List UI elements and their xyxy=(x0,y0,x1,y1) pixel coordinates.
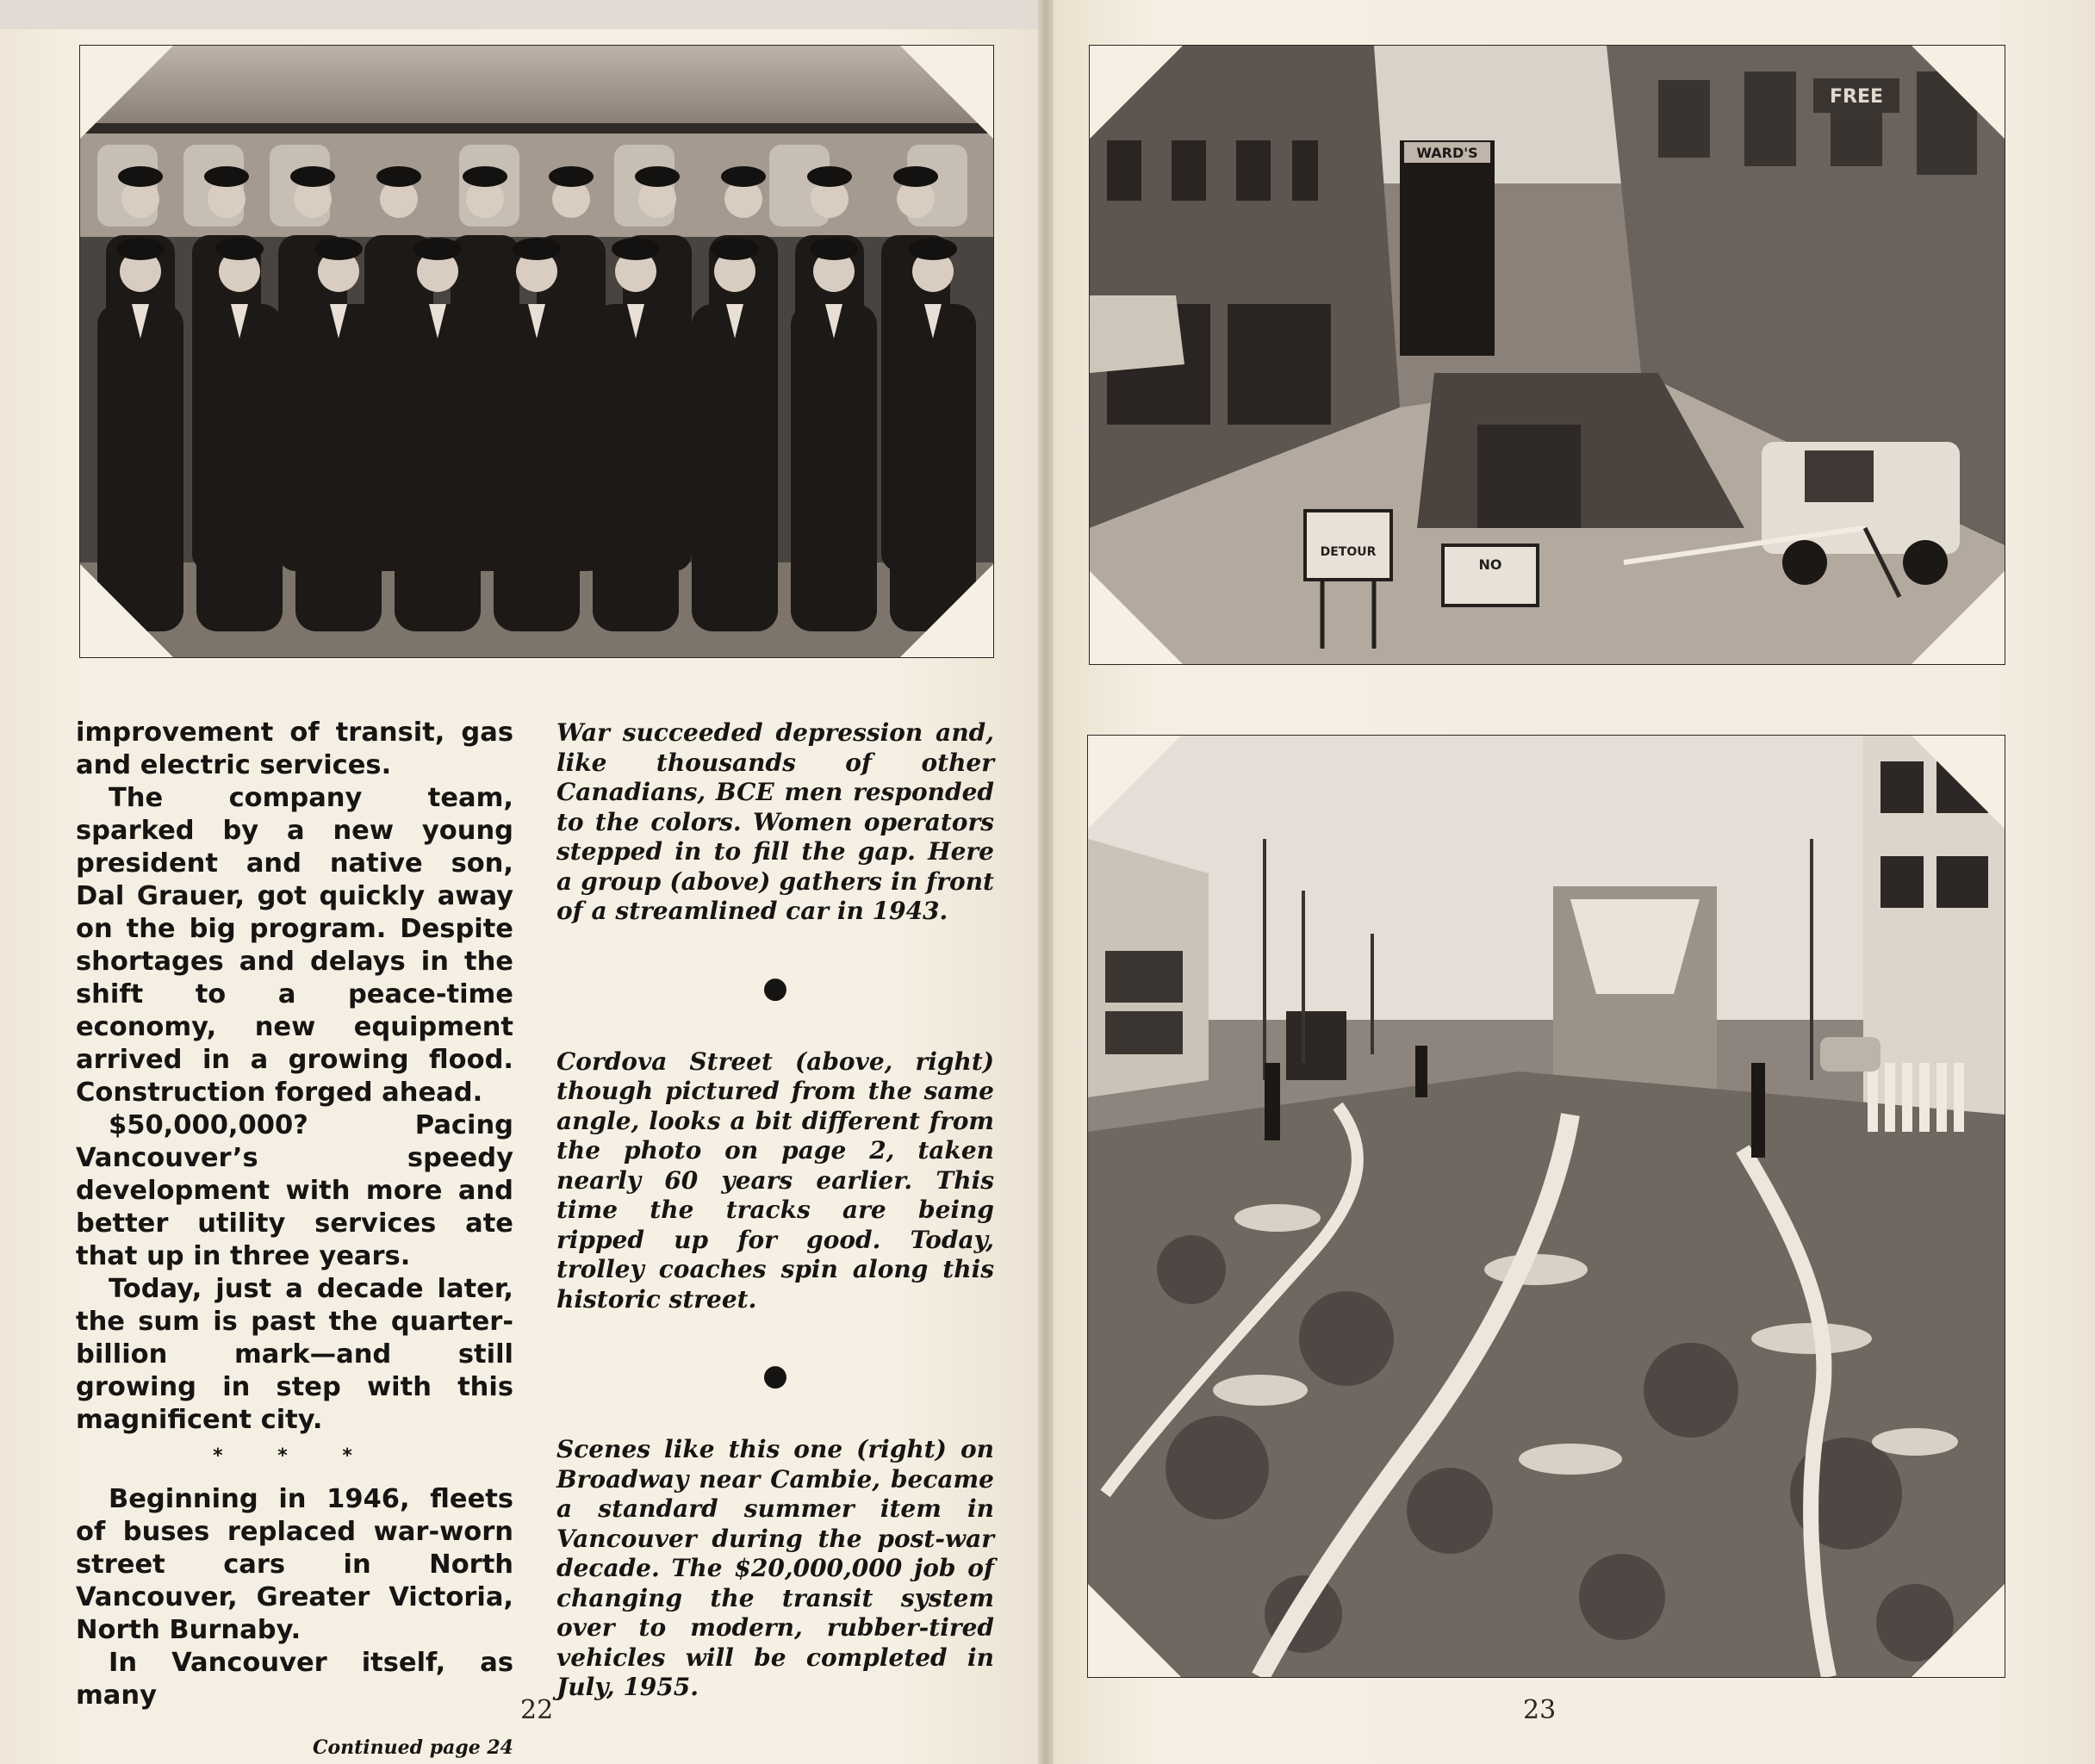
cordova-street-photo xyxy=(1089,45,2005,665)
section-break-stars: * * * xyxy=(213,1445,376,1467)
free-sign: FREE xyxy=(1829,86,1884,108)
right-page xyxy=(1046,0,2095,1764)
caption-bullet-2: ● xyxy=(762,1358,788,1393)
book-gutter xyxy=(1038,0,1054,1764)
body-text-column xyxy=(76,717,513,1764)
page-number-right: 23 xyxy=(1523,1695,1557,1725)
no-sign: NO xyxy=(1478,556,1502,573)
continued-note: Continued page 24 xyxy=(312,1736,513,1759)
body-paragraph-2: The company team, sparked by a new young president and native son, Dal Grauer, got quickly away on the big program. Despite shortages and delays in the shift to a peace-time economy, new equipment arrived in a growing flood. Construction forged ahead. xyxy=(76,783,513,1108)
broadway-track-removal-image xyxy=(1088,736,2005,1677)
scan-edge xyxy=(0,0,1046,29)
women-operators-image xyxy=(80,46,993,657)
caption-broadway-cambie: Scenes like this one (right) on Broadway near Cambie, became a standard summer item in Vancouver during the post-war decade. The $20,000,000 job of changing the transit system over to modern, rubber-tired vehicles will be completed in July, 1955. xyxy=(556,1435,994,1701)
broadway-track-removal-photo xyxy=(1087,735,2005,1678)
cordova-street-image xyxy=(1090,46,2005,664)
body-paragraph-3: $50,000,000? Pacing Vancouver’s speedy development with more and better utility services ate that up in three years. xyxy=(76,1110,513,1271)
left-page xyxy=(0,0,1046,1764)
store-sign: WARD'S xyxy=(1416,145,1478,161)
body-paragraph-6: In Vancouver itself, as many xyxy=(76,1648,513,1711)
caption-cordova-street: Cordova Street (above, right) though pictured from the same angle, looks a bit different from the photo on page 2, taken nearly 60 years earlier. This time the tracks are being ripped up for good. Today, trolley coaches spin along this historic street. xyxy=(556,1047,994,1314)
caption-women-operators: War succeeded depression and, like thousands of other Canadians, BCE men responded to the colors. Women operators stepped in to fill the gap. Here a group (above) gathers in front of a streamlined car in 1943. xyxy=(556,718,994,925)
caption-bullet-1: ● xyxy=(762,970,788,1005)
body-paragraph-1: improvement of transit, gas and electric services. xyxy=(76,717,513,780)
body-paragraph-4: Today, just a decade later, the sum is past the quarter-billion mark—and still growing in step with this magnificent city. xyxy=(76,1274,513,1435)
page-number-left: 22 xyxy=(520,1695,554,1725)
caption-column xyxy=(556,718,994,1703)
detour-sign: DETOUR xyxy=(1320,545,1377,559)
women-operators-photo xyxy=(79,45,994,658)
body-paragraph-5: Beginning in 1946, fleets of buses replaced war-worn street cars in North Vancouver, Greater Victoria, North Burnaby. xyxy=(76,1484,513,1645)
